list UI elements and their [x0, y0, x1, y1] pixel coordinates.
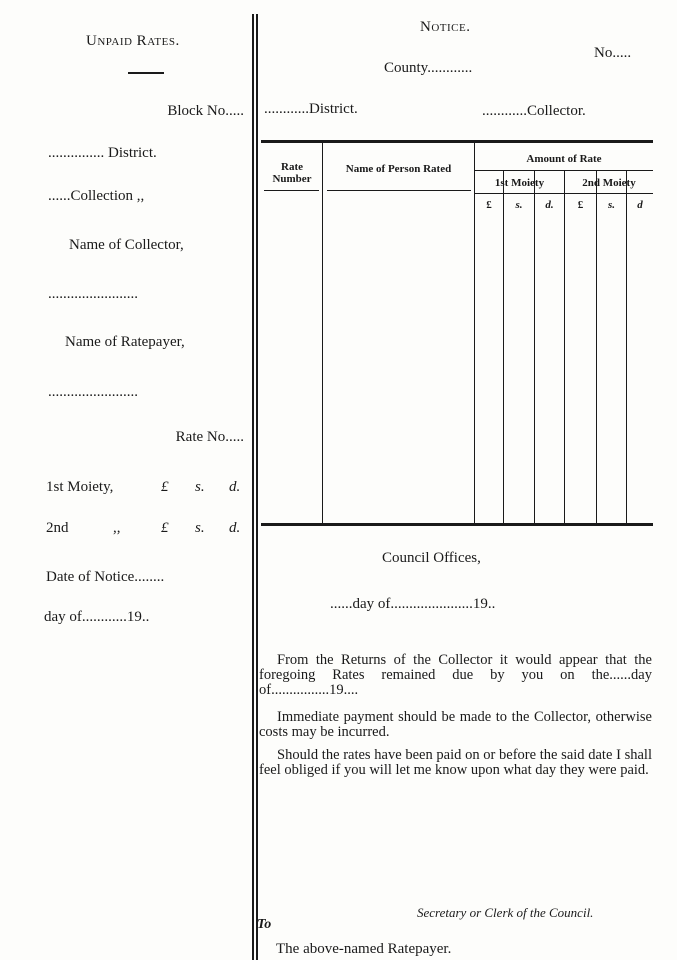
signature-line: Secretary or Clerk of the Council. — [417, 905, 594, 920]
stub-moiety1-pound: £ — [161, 479, 169, 495]
col-line-3 — [503, 170, 504, 523]
notice-county: County............ — [384, 60, 473, 76]
th-first-moiety: 1st Moiety — [494, 177, 545, 189]
col-line-1 — [322, 143, 323, 523]
col-line-5 — [564, 170, 565, 523]
th-pound-2: £ — [577, 199, 584, 211]
stub-moiety1-shilling: s. — [195, 479, 205, 495]
stub-moiety2-pence: d. — [229, 520, 241, 536]
stub-moiety2-ditto: ,, — [113, 520, 121, 536]
stub-collector-label: Name of Collector, — [69, 237, 184, 253]
th-rate-number: Rate Number — [272, 161, 312, 185]
table-top-rule — [261, 140, 653, 143]
notice-collector: ............Collector. — [482, 103, 586, 119]
th-pence-2: d — [637, 199, 643, 211]
th-second-moiety: 2nd Moiety — [582, 177, 636, 189]
notice-number: No..... — [594, 45, 632, 61]
stub-date-of-notice: Date of Notice........ — [46, 569, 165, 585]
stub-block-no: Block No..... — [167, 103, 244, 119]
stub-ratepayer-label: Name of Ratepayer, — [65, 334, 185, 350]
stub-heading-rule — [128, 72, 164, 74]
stub-moiety2-pound: £ — [161, 520, 169, 536]
col-line-7 — [626, 170, 627, 523]
notice-district: ............District. — [264, 101, 358, 117]
th-shilling-2: s. — [607, 199, 616, 211]
paragraph-already-paid: Should the rates have been paid on or before the said date I shall feel obliged if you will let me know upon what day they were paid. — [259, 747, 652, 778]
table-bottom-rule — [261, 523, 653, 526]
council-offices: Council Offices, — [382, 550, 481, 566]
stub-moiety1-pence: d. — [229, 479, 241, 495]
paragraph-payment: Immediate payment should be made to the Collector, otherwise costs may be incurred. — [259, 709, 652, 740]
addressee: The above-named Ratepayer. — [276, 941, 452, 957]
th-amount-of-rate: Amount of Rate — [526, 153, 602, 165]
rate-number-rule — [264, 190, 319, 191]
th-pound-1: £ — [486, 199, 492, 211]
notice-date-line: ......day of......................19.. — [330, 596, 496, 612]
stub-heading: Unpaid Rates. — [86, 33, 180, 49]
stub-rate-no: Rate No..... — [175, 429, 244, 445]
col-line-4 — [534, 170, 535, 523]
stub-collection: ......Collection ,, — [48, 188, 145, 204]
paragraph-returns: From the Returns of the Collector it would appear that the foregoing Rates remained due by you on the......day of................19.... — [259, 652, 652, 698]
th-pence-1: d. — [545, 199, 554, 211]
stub-moiety1-label: 1st Moiety, — [46, 479, 114, 495]
perforation-line-left — [252, 14, 254, 960]
th-shilling-1: s. — [515, 199, 523, 211]
th-name-of-person: Name of Person Rated — [345, 163, 452, 175]
stub-ratepayer-blank: ........................ — [48, 384, 138, 400]
stub-moiety2-label: 2nd — [46, 520, 69, 536]
amount-subrule — [475, 170, 653, 171]
stub-day-of: day of............19.. — [44, 609, 150, 625]
notice-title: Notice. — [420, 19, 471, 35]
stub-district: ............... District. — [48, 145, 157, 161]
perforation-line-right — [256, 14, 258, 960]
col-line-6 — [596, 170, 597, 523]
moiety-subrule — [475, 193, 653, 194]
name-rule — [327, 190, 471, 191]
stub-collector-blank: ........................ — [48, 286, 138, 302]
stub-moiety2-shilling: s. — [195, 520, 205, 536]
to-label: To — [257, 917, 272, 932]
